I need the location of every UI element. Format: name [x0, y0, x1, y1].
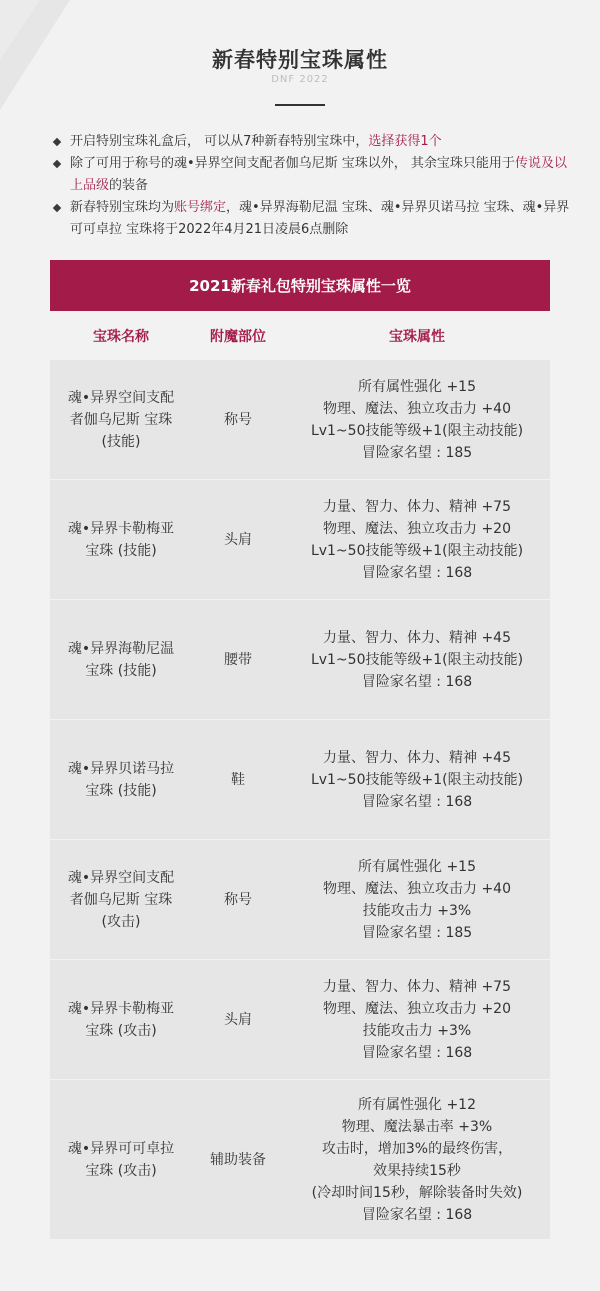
- attribute-line: 冒险家名望 : 168: [361, 1206, 473, 1223]
- diamond-bullet-icon: [53, 138, 61, 146]
- orb-name-line: (技能): [101, 433, 141, 450]
- attribute-line: 物理、魔法、独立攻击力 +20: [323, 1000, 511, 1017]
- orb-name-line: 魂•异界海勒尼温: [67, 640, 175, 657]
- table-row: [50, 1080, 550, 1240]
- orb-name-cell: [50, 600, 192, 719]
- orb-name-cell: [50, 360, 192, 479]
- slot-cell: 头肩: [224, 1011, 252, 1028]
- attribute-line: Lv1~50技能等级+1(限主动技能): [310, 771, 524, 788]
- attribute-line: 物理、魔法、独立攻击力 +20: [323, 520, 511, 537]
- bullet-text: ，魂•异界海勒尼温 宝珠、魂•异界贝诺马拉 宝珠、魂•异界可可卓拉 宝珠将于2022年4月21日凌晨6点删除: [70, 200, 570, 237]
- attributes-cell: [284, 600, 550, 719]
- orb-name-cell: [50, 480, 192, 599]
- attribute-line: Lv1~50技能等级+1(限主动技能): [310, 651, 524, 668]
- orb-name-line: (攻击): [101, 913, 141, 930]
- table-body: [50, 360, 550, 1240]
- table-row: [50, 840, 550, 960]
- attribute-line: Lv1~50技能等级+1(限主动技能): [310, 542, 524, 559]
- table-column-headers: [50, 311, 550, 360]
- column-header-name: 宝珠名称: [93, 328, 149, 345]
- bullet-text: 新春特别宝珠均为: [70, 200, 175, 215]
- bullet-text: 开启特别宝珠礼盒后， 可以从7种新春特别宝珠中，: [70, 134, 369, 149]
- table-title: 2021新春礼包特别宝珠属性一览: [50, 260, 550, 311]
- slot-cell: 称号: [224, 891, 252, 908]
- attribute-line: 力量、智力、体力、精神 +45: [323, 749, 511, 766]
- attribute-line: 技能攻击力 +3%: [362, 1022, 472, 1039]
- orb-name-line: 宝珠 (攻击): [85, 1022, 157, 1039]
- attributes-cell: [284, 720, 550, 839]
- attribute-line: 冒险家名望 : 185: [361, 924, 473, 941]
- table-row: [50, 960, 550, 1080]
- orb-name-cell: [50, 720, 192, 839]
- attributes-cell: [284, 1080, 550, 1239]
- attribute-line: 技能攻击力 +3%: [362, 902, 472, 919]
- attribute-line: (冷却时间15秒，解除装备时失效): [311, 1184, 523, 1201]
- orb-name-line: 魂•异界可可卓拉: [67, 1140, 175, 1157]
- orb-name-cell: [50, 960, 192, 1079]
- orb-name-line: 魂•异界贝诺马拉: [67, 760, 175, 777]
- column-header-attributes: 宝珠属性: [389, 328, 445, 345]
- attributes-cell: [284, 480, 550, 599]
- attribute-line: 冒险家名望 : 185: [361, 444, 473, 461]
- info-bullet-list: [50, 131, 570, 241]
- attribute-line: 力量、智力、体力、精神 +75: [323, 978, 511, 995]
- orb-name-line: 者伽乌尼斯 宝珠: [69, 411, 173, 428]
- attribute-line: 冒险家名望 : 168: [361, 1044, 473, 1061]
- attributes-cell: [284, 960, 550, 1079]
- orb-attribute-table: [50, 260, 550, 1240]
- attribute-line: 冒险家名望 : 168: [361, 673, 473, 690]
- column-header-slot: 附魔部位: [210, 328, 266, 345]
- attribute-line: 攻击时，增加3%的最终伤害，: [321, 1140, 513, 1157]
- attribute-line: 力量、智力、体力、精神 +45: [323, 629, 511, 646]
- highlight-text: 传说及以上品级: [70, 156, 567, 193]
- slot-cell: 称号: [224, 411, 252, 428]
- orb-name-line: 宝珠 (技能): [85, 542, 157, 559]
- page-title: 新春特别宝珠属性: [212, 48, 388, 72]
- orb-name-cell: [50, 1080, 192, 1239]
- attribute-line: 所有属性强化 +15: [358, 378, 476, 395]
- attribute-line: 物理、魔法暴击率 +3%: [341, 1118, 493, 1135]
- bullet-text: 的装备: [109, 178, 149, 193]
- bullet-item: [50, 131, 570, 153]
- orb-name-line: 者伽乌尼斯 宝珠: [69, 891, 173, 908]
- orb-name-line: 宝珠 (技能): [85, 782, 157, 799]
- slot-cell: 腰带: [224, 651, 252, 668]
- attribute-line: 冒险家名望 : 168: [361, 793, 473, 810]
- table-row: [50, 480, 550, 600]
- orb-name-line: 魂•异界空间支配: [67, 869, 175, 886]
- attribute-line: 力量、智力、体力、精神 +75: [323, 498, 511, 515]
- bullet-item: [50, 197, 570, 241]
- orb-name-line: 魂•异界卡勒梅亚: [67, 1000, 175, 1017]
- bullet-item: [50, 153, 570, 197]
- attribute-line: 效果持续15秒: [373, 1162, 461, 1179]
- orb-name-cell: [50, 840, 192, 959]
- slot-cell: 鞋: [231, 771, 245, 788]
- attribute-line: 所有属性强化 +12: [358, 1096, 476, 1113]
- orb-name-line: 宝珠 (技能): [85, 662, 157, 679]
- attribute-line: 冒险家名望 : 168: [361, 564, 473, 581]
- table-row: [50, 360, 550, 480]
- table-row: [50, 600, 550, 720]
- attribute-line: 物理、魔法、独立攻击力 +40: [323, 400, 511, 417]
- table-row: [50, 720, 550, 840]
- attributes-cell: [284, 360, 550, 479]
- attribute-line: Lv1~50技能等级+1(限主动技能): [310, 422, 524, 439]
- attributes-cell: [284, 840, 550, 959]
- bullet-text: 除了可用于称号的魂•异界空间支配者伽乌尼斯 宝珠以外， 其余宝珠只能用于: [70, 156, 515, 171]
- orb-name-line: 魂•异界空间支配: [67, 389, 175, 406]
- page-subtitle: DNF 2022: [271, 74, 329, 85]
- attribute-line: 物理、魔法、独立攻击力 +40: [323, 880, 511, 897]
- orb-name-line: 魂•异界卡勒梅亚: [67, 520, 175, 537]
- attribute-line: 所有属性强化 +15: [358, 858, 476, 875]
- diamond-bullet-icon: [53, 204, 61, 212]
- slot-cell: 辅助装备: [210, 1151, 266, 1168]
- slot-cell: 头肩: [224, 531, 252, 548]
- highlight-text: 账号绑定: [174, 200, 227, 215]
- highlight-text: 选择获得1个: [368, 134, 442, 149]
- orb-name-line: 宝珠 (攻击): [85, 1162, 157, 1179]
- title-underline: [275, 104, 325, 106]
- diamond-bullet-icon: [53, 160, 61, 168]
